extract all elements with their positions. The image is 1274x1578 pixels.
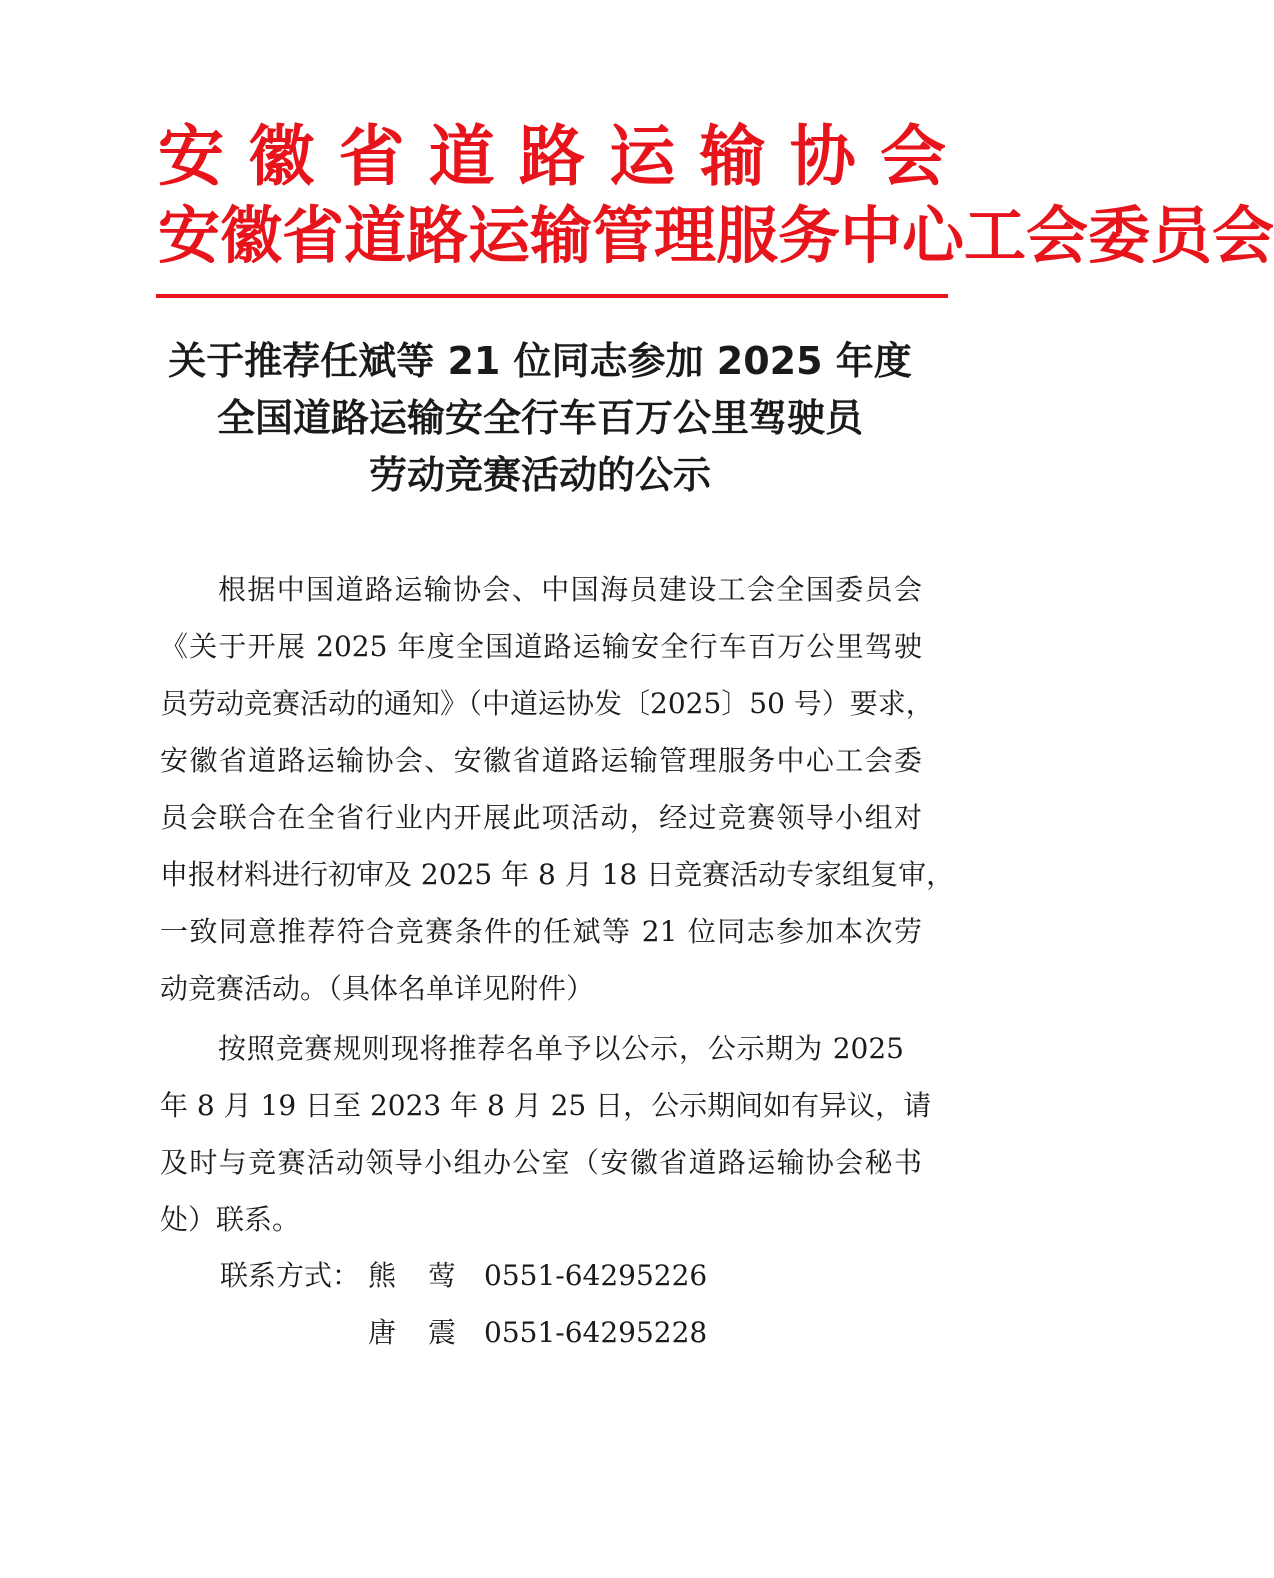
paragraph-1-line: 安徽省道路运输协会、安徽省道路运输管理服务中心工会委 bbox=[160, 744, 922, 777]
letterhead-org-primary: 安徽省道路运输协会 bbox=[158, 118, 946, 195]
contact-name: 唐 震 bbox=[368, 1316, 459, 1349]
contact-phone: 0551-64295226 bbox=[484, 1259, 708, 1292]
paragraph-1-line: 员会联合在全省行业内开展此项活动，经过竞赛领导小组对 bbox=[160, 801, 922, 834]
letterhead-org-secondary: 安徽省道路运输管理服务中心工会委员会 bbox=[158, 199, 1274, 272]
paragraph-2-line: 处）联系。 bbox=[160, 1203, 301, 1236]
paragraph-1-line: 申报材料进行初审及 2025 年 8 月 18 日竞赛活动专家组复审， bbox=[160, 858, 955, 891]
paragraph-2-line: 年 8 月 19 日至 2023 年 8 月 25 日，公示期间如有异议，请 bbox=[160, 1089, 932, 1122]
notice-title-line-3: 劳动竞赛活动的公示 bbox=[368, 453, 711, 497]
notice-title-line-1: 关于推荐任斌等 21 位同志参加 2025 年度 bbox=[168, 339, 912, 383]
contact-phone: 0551-64295228 bbox=[484, 1316, 708, 1349]
paragraph-1-line: 根据中国道路运输协会、中国海员建设工会全国委员会 bbox=[218, 573, 922, 606]
contact-label: 联系方式： bbox=[220, 1259, 361, 1292]
paragraph-1-line: 一致同意推荐符合竞赛条件的任斌等 21 位同志参加本次劳 bbox=[160, 915, 922, 948]
paragraph-2-line: 及时与竞赛活动领导小组办公室（安徽省道路运输协会秘书 bbox=[160, 1146, 922, 1179]
notice-title-line-2: 全国道路运输安全行车百万公里驾驶员 bbox=[216, 396, 863, 440]
paragraph-1-line: 动竞赛活动。（具体名单详见附件） bbox=[160, 972, 595, 1005]
letterhead-red-rule bbox=[156, 294, 948, 298]
paragraph-1-line: 员劳动竞赛活动的通知》（中道运协发〔2025〕50 号）要求， bbox=[160, 687, 934, 720]
paragraph-1-line: 《关于开展 2025 年度全国道路运输安全行车百万公里驾驶 bbox=[160, 630, 922, 663]
contact-name: 熊 莺 bbox=[368, 1259, 459, 1292]
paragraph-2-line: 按照竞赛规则现将推荐名单予以公示，公示期为 2025 bbox=[218, 1032, 904, 1065]
